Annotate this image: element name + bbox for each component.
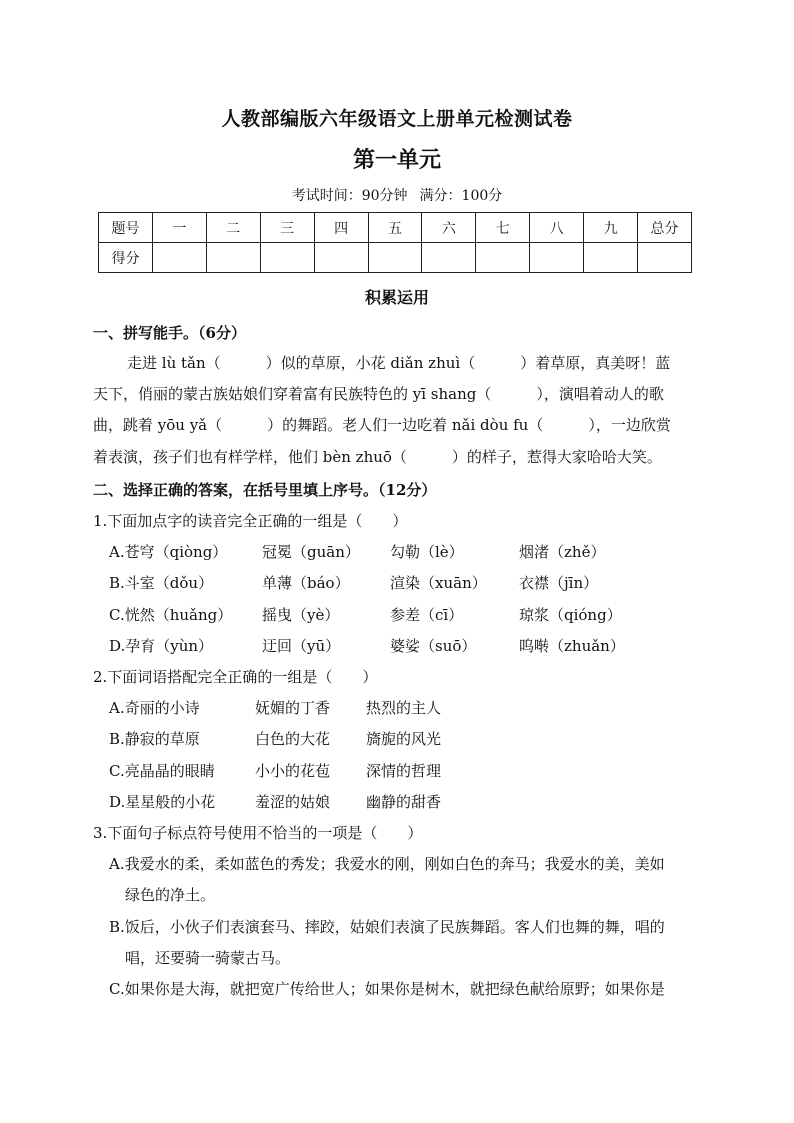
score-input-cell[interactable] (530, 243, 584, 273)
score-table-cell: 题号 (99, 213, 153, 243)
q2-1-question: 1.下面加点字的读音完全正确的一组是（ ） (93, 512, 408, 530)
score-input-cell[interactable] (584, 243, 638, 273)
exam-info (0, 185, 794, 205)
score-table-cell: 四 (314, 213, 368, 243)
q1-line: 曲，跳着 yōu yǎ（ ）的舞蹈。老人们一边吃着 nǎi dòu fu（ ），一边欣赏 (93, 416, 671, 434)
score-table-cell: 八 (530, 213, 584, 243)
full-score: 满分：100分 (419, 188, 503, 204)
q2-3-option-cont: 唱，还要骑一骑蒙古马。 (125, 949, 291, 967)
unit-title: 第一单元 (352, 147, 441, 173)
q2-2-option: 妩媚的丁香 (255, 699, 331, 717)
score-input-cell[interactable] (368, 243, 422, 273)
score-label: 得分 (99, 243, 153, 273)
q2-1-option: 琼浆（qióng） (519, 606, 622, 624)
q2-3-option-cont: 绿色的净土。 (125, 886, 216, 904)
q2-2-option: D.星星般的小花 (109, 793, 216, 811)
q2-1-option: 渲染（xuān） (390, 574, 487, 592)
q2-2-question: 2.下面词语搭配完全正确的一组是（ ） (93, 668, 378, 686)
q1-line: 走进 lù tǎn（ ）似的草原，小花 diǎn zhuì（ ）着草原，真美呀！蓝 (127, 354, 671, 372)
q2-1-option: 迂回（yū） (262, 637, 341, 655)
exam-time: 考试时间：90分钟 (291, 188, 408, 204)
q2-3-option: B.饭后，小伙子们表演套马、摔跤，姑娘们表演了民族舞蹈。客人们也舞的舞，唱的 (109, 918, 665, 936)
q2-3-option: C.如果你是大海，就把宽广传给世人；如果你是树木，就把绿色献给原野；如果你是 (109, 980, 665, 998)
q2-3-option: A.我爱水的柔，柔如蓝色的秀发；我爱水的刚，刚如白色的奔马；我爱水的美，美如 (109, 855, 665, 873)
q2-heading: 二、选择正确的答案，在括号里填上序号。（12分） (93, 481, 437, 499)
q2-1-option: D.孕育（yùn） (109, 637, 214, 655)
q2-1-option: B.斗室（dǒu） (109, 574, 214, 592)
score-table-cell: 七 (476, 213, 530, 243)
q1-line: 天下，俏丽的蒙古族姑娘们穿着富有民族特色的 yī shang（ ），演唱着动人的歌 (93, 385, 664, 403)
score-table (98, 212, 692, 273)
score-input-cell[interactable] (152, 243, 206, 273)
score-input-cell[interactable] (314, 243, 368, 273)
q2-1-option: 冠冕（guān） (262, 543, 360, 561)
q2-2-option: B.静寂的草原 (109, 730, 200, 748)
q2-2-option: 羞涩的姑娘 (255, 793, 331, 811)
q2-2-option: 旖旎的风光 (366, 730, 442, 748)
q2-1-option: 婆娑（suō） (390, 637, 477, 655)
q2-2-option: 幽静的甜香 (366, 793, 442, 811)
q2-1-option: C.恍然（huǎng） (109, 606, 233, 624)
score-input-cell[interactable] (638, 243, 692, 273)
q2-1-option: 单薄（báo） (262, 574, 350, 592)
score-table-cell: 一 (152, 213, 206, 243)
q2-1-option: 勾勒（lè） (390, 543, 464, 561)
q2-1-option: 衣襟（jīn） (519, 574, 599, 592)
exam-title: 人教部编版六年级语文上册单元检测试卷 (221, 108, 573, 130)
score-table-cell: 二 (206, 213, 260, 243)
q2-2-option: 热烈的主人 (366, 699, 442, 717)
q2-2-option: C.亮晶晶的眼睛 (109, 762, 215, 780)
score-table-cell: 六 (422, 213, 476, 243)
score-table-cell: 九 (584, 213, 638, 243)
score-input-cell[interactable] (260, 243, 314, 273)
q2-2-option: 小小的花苞 (255, 762, 331, 780)
q2-1-option: 参差（cī） (390, 606, 464, 624)
q2-1-option: 烟渚（zhě） (519, 543, 606, 561)
q2-3-question: 3.下面句子标点符号使用不恰当的一项是（ ） (93, 824, 423, 842)
q2-2-option: 深情的哲理 (366, 762, 442, 780)
score-table-cell: 总分 (638, 213, 692, 243)
score-input-cell[interactable] (206, 243, 260, 273)
score-table-score-row (99, 243, 692, 273)
score-table-header-row (99, 213, 692, 243)
q2-2-option: A.奇丽的小诗 (109, 699, 200, 717)
q2-1-option: 摇曳（yè） (262, 606, 340, 624)
q2-2-option: 白色的大花 (255, 730, 331, 748)
section-title: 积累运用 (364, 288, 429, 307)
q1-heading: 一、拼写能手。（6分） (93, 324, 246, 342)
score-table-cell: 三 (260, 213, 314, 243)
q2-1-option: A.苍穹（qiòng） (109, 543, 228, 561)
q2-1-option: 呜啭（zhuǎn） (519, 637, 625, 655)
score-table-cell: 五 (368, 213, 422, 243)
score-input-cell[interactable] (422, 243, 476, 273)
q1-line: 着表演，孩子们也有样学样，他们 bèn zhuō（ ）的样子，惹得大家哈哈大笑。 (93, 448, 662, 466)
score-input-cell[interactable] (476, 243, 530, 273)
